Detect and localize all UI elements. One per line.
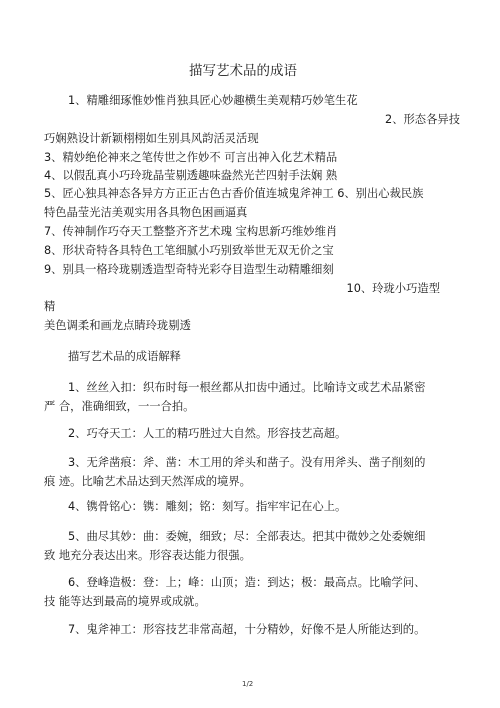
idiom-line: 2、形态各异技 — [385, 113, 460, 126]
explanation-title: 描写艺术品的成语解释 — [68, 350, 181, 363]
idiom-line: 10、玲珑小巧造型 — [346, 282, 440, 295]
idiom-line: 特色晶莹光洁美观实用各具物色困画逼真 — [44, 206, 248, 219]
explanation-line: 6、登峰造极：登：上；峰：山顶；造：到达；极：最高点。比喻学问、 — [68, 576, 426, 589]
idiom-line: 1、精雕细琢惟妙惟肖独具匠心妙趣横生美观精巧妙笔生花 — [68, 94, 358, 107]
idiom-line: 4、以假乱真小巧玲珑晶莹剔透趣味盎然光芒四射手法娴 熟 — [44, 169, 338, 182]
explanation-line: 2、巧夺天工：人工的精巧胜过大自然。形容技艺高超。 — [68, 427, 347, 440]
page-number: 1/2 — [242, 680, 254, 688]
explanation-line: 痕 迹。比喻艺术品达到天然浑成的境界。 — [44, 475, 251, 488]
idiom-line: 3、精妙绝伦神来之笔传世之作妙不 可言出神入化艺术精品 — [44, 151, 338, 164]
idiom-line: 5、匠心独具神态各异方方正正古色古香价值连城鬼斧神工 6、别出心裁民族 — [44, 187, 424, 200]
explanation-line: 4、镌骨铭心：镌：雕刻；铭：刻写。指牢牢记在心上。 — [68, 500, 347, 513]
idiom-line: 美色调柔和画龙点睛玲珑剔透 — [44, 319, 191, 332]
idiom-line: 巧娴熟设计新颖栩栩如生别具风韵活灵活现 — [44, 132, 259, 145]
idiom-line: 精 — [44, 300, 56, 313]
idiom-line: 9、别具一格玲珑剔透造型奇特光彩夺目造型生动精雕细刻 — [44, 263, 334, 276]
explanation-line: 严 合，准确细致，一一合拍。 — [44, 400, 195, 413]
explanation-line: 致 地充分表达出来。形容表达能力很强。 — [44, 549, 251, 562]
explanation-line: 7、鬼斧神工：形容技艺非常高超，十分精妙，好像不是人所能达到的。 — [68, 623, 426, 636]
idiom-line: 7、传神制作巧夺天工整整齐齐艺术瑰 宝构思新巧维妙维肖 — [44, 225, 338, 238]
explanation-line: 技 能等达到最高的境界或成就。 — [44, 595, 206, 608]
document-title: 描写艺术品的成语 — [189, 63, 297, 79]
explanation-line: 5、曲尽其妙：曲：委婉，细致；尽：全部表达。把其中微妙之处委婉细 — [68, 530, 426, 543]
explanation-line: 1、丝丝入扣：织布时每一根丝都从扣齿中通过。比喻诗文或艺术品紧密 — [68, 381, 426, 394]
idiom-line: 8、形状奇特各具特色工笔细腻小巧别致举世无双无价之宝 — [44, 244, 334, 257]
explanation-line: 3、无斧凿痕：斧、凿：木工用的斧头和凿子。没有用斧头、凿子削刻的 — [68, 456, 426, 469]
